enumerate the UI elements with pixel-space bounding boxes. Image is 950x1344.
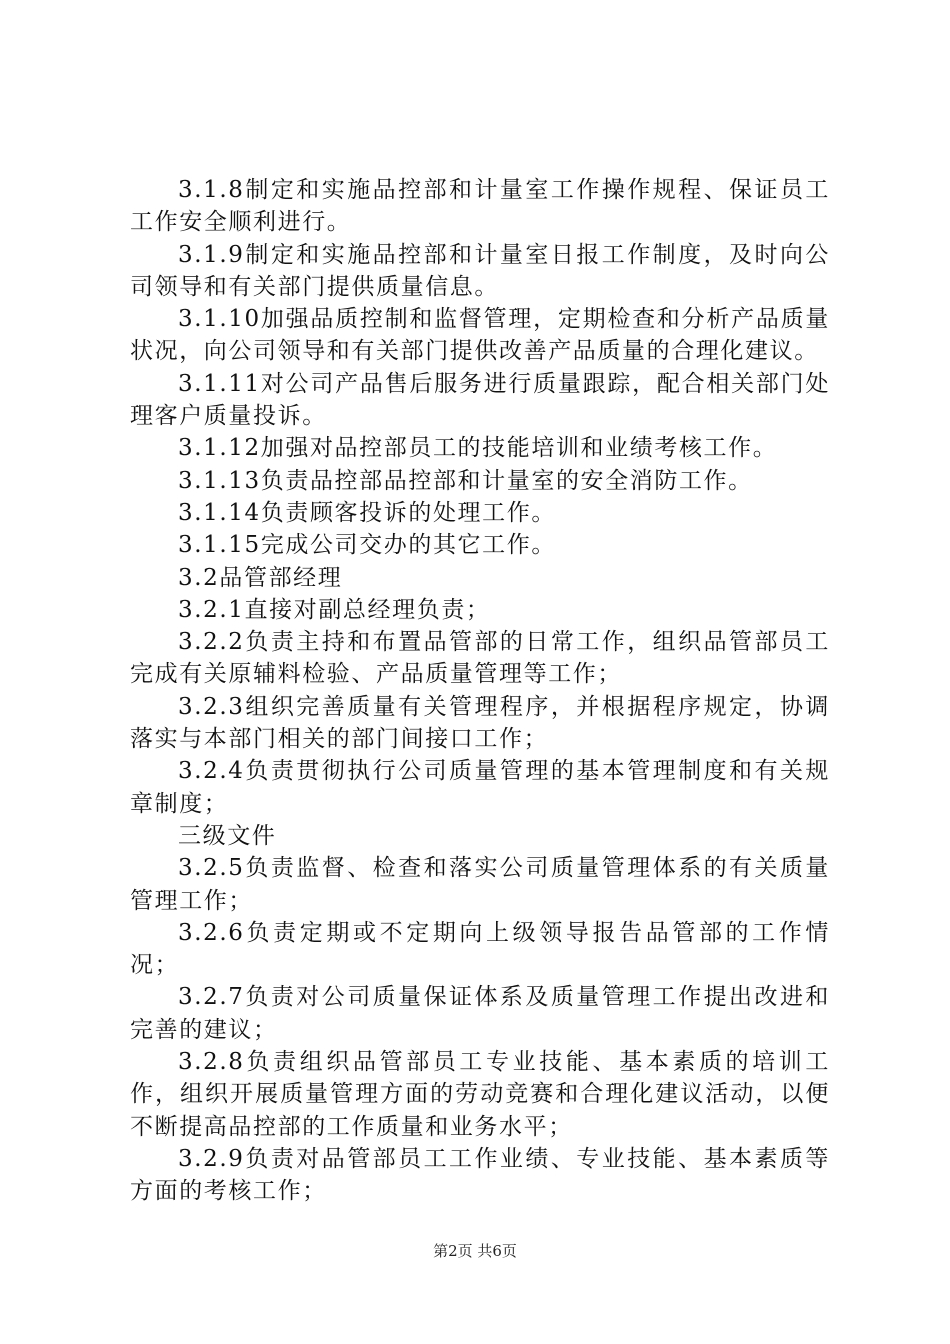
paragraph-3-2-7: 3.2.7负责对公司质量保证体系及质量管理工作提出改进和完善的建议；: [130, 984, 830, 1043]
paragraph-3-2-2: 3.2.2负责主持和布置品管部的日常工作，组织品管部员工完成有关原辅料检验、产品质量管理等工作；: [130, 629, 830, 688]
paragraph-3-2-1: 3.2.1直接对副总经理负责；: [178, 596, 491, 623]
section-heading-3-2: 3.2品管部经理: [178, 564, 343, 591]
paragraph-3-1-11: 3.1.11对公司产品售后服务进行质量跟踪，配合相关部门处理客户质量投诉。: [130, 370, 830, 430]
document-body: [130, 174, 830, 1208]
paragraph-3-2-8: 3.2.8负责组织品管部员工专业技能、基本素质的培训工作，组织开展质量管理方面的劳动竞赛和合理化建议活动，以便不断提高品控部的工作质量和业务水平；: [130, 1049, 830, 1140]
paragraph-3-2-3: 3.2.3组织完善质量有关管理程序，并根据程序规定，协调落实与本部门相关的部门间接口工作；: [130, 693, 830, 753]
page-number-footer: 第2页 共6页: [433, 1242, 517, 1260]
paragraph-3-1-15: 3.1.15完成公司交办的其它工作。: [178, 532, 556, 559]
paragraph-3-2-9: 3.2.9负责对品管部员工工作业绩、专业技能、基本素质等方面的考核工作；: [130, 1145, 830, 1205]
paragraph-3-1-14: 3.1.14负责顾客投诉的处理工作。: [178, 499, 556, 526]
paragraph-3-1-13: 3.1.13负责品控部品控部和计量室的安全消防工作。: [178, 467, 753, 494]
paragraph-3-1-8: 3.1.8制定和实施品控部和计量室工作操作规程、保证员工工作安全顺利进行。: [130, 177, 830, 236]
paragraph-3-1-12: 3.1.12加强对品控部员工的技能培训和业绩考核工作。: [178, 435, 778, 462]
paragraph-3-2-6: 3.2.6负责定期或不定期向上级领导报告品管部的工作情况；: [130, 919, 830, 979]
document-level-label: 三级文件: [178, 822, 277, 849]
paragraph-3-1-10: 3.1.10加强品质控制和监督管理，定期检查和分析产品质量状况，向公司领导和有关部门提供改善产品质量的合理化建议。: [130, 306, 830, 365]
paragraph-3-2-5: 3.2.5负责监督、检查和落实公司质量管理体系的有关质量管理工作；: [130, 855, 830, 914]
paragraph-3-2-4: 3.2.4负责贯彻执行公司质量管理的基本管理制度和有关规章制度；: [130, 758, 830, 817]
paragraph-3-1-9: 3.1.9制定和实施品控部和计量室日报工作制度，及时向公司领导和有关部门提供质量信息。: [130, 241, 830, 300]
